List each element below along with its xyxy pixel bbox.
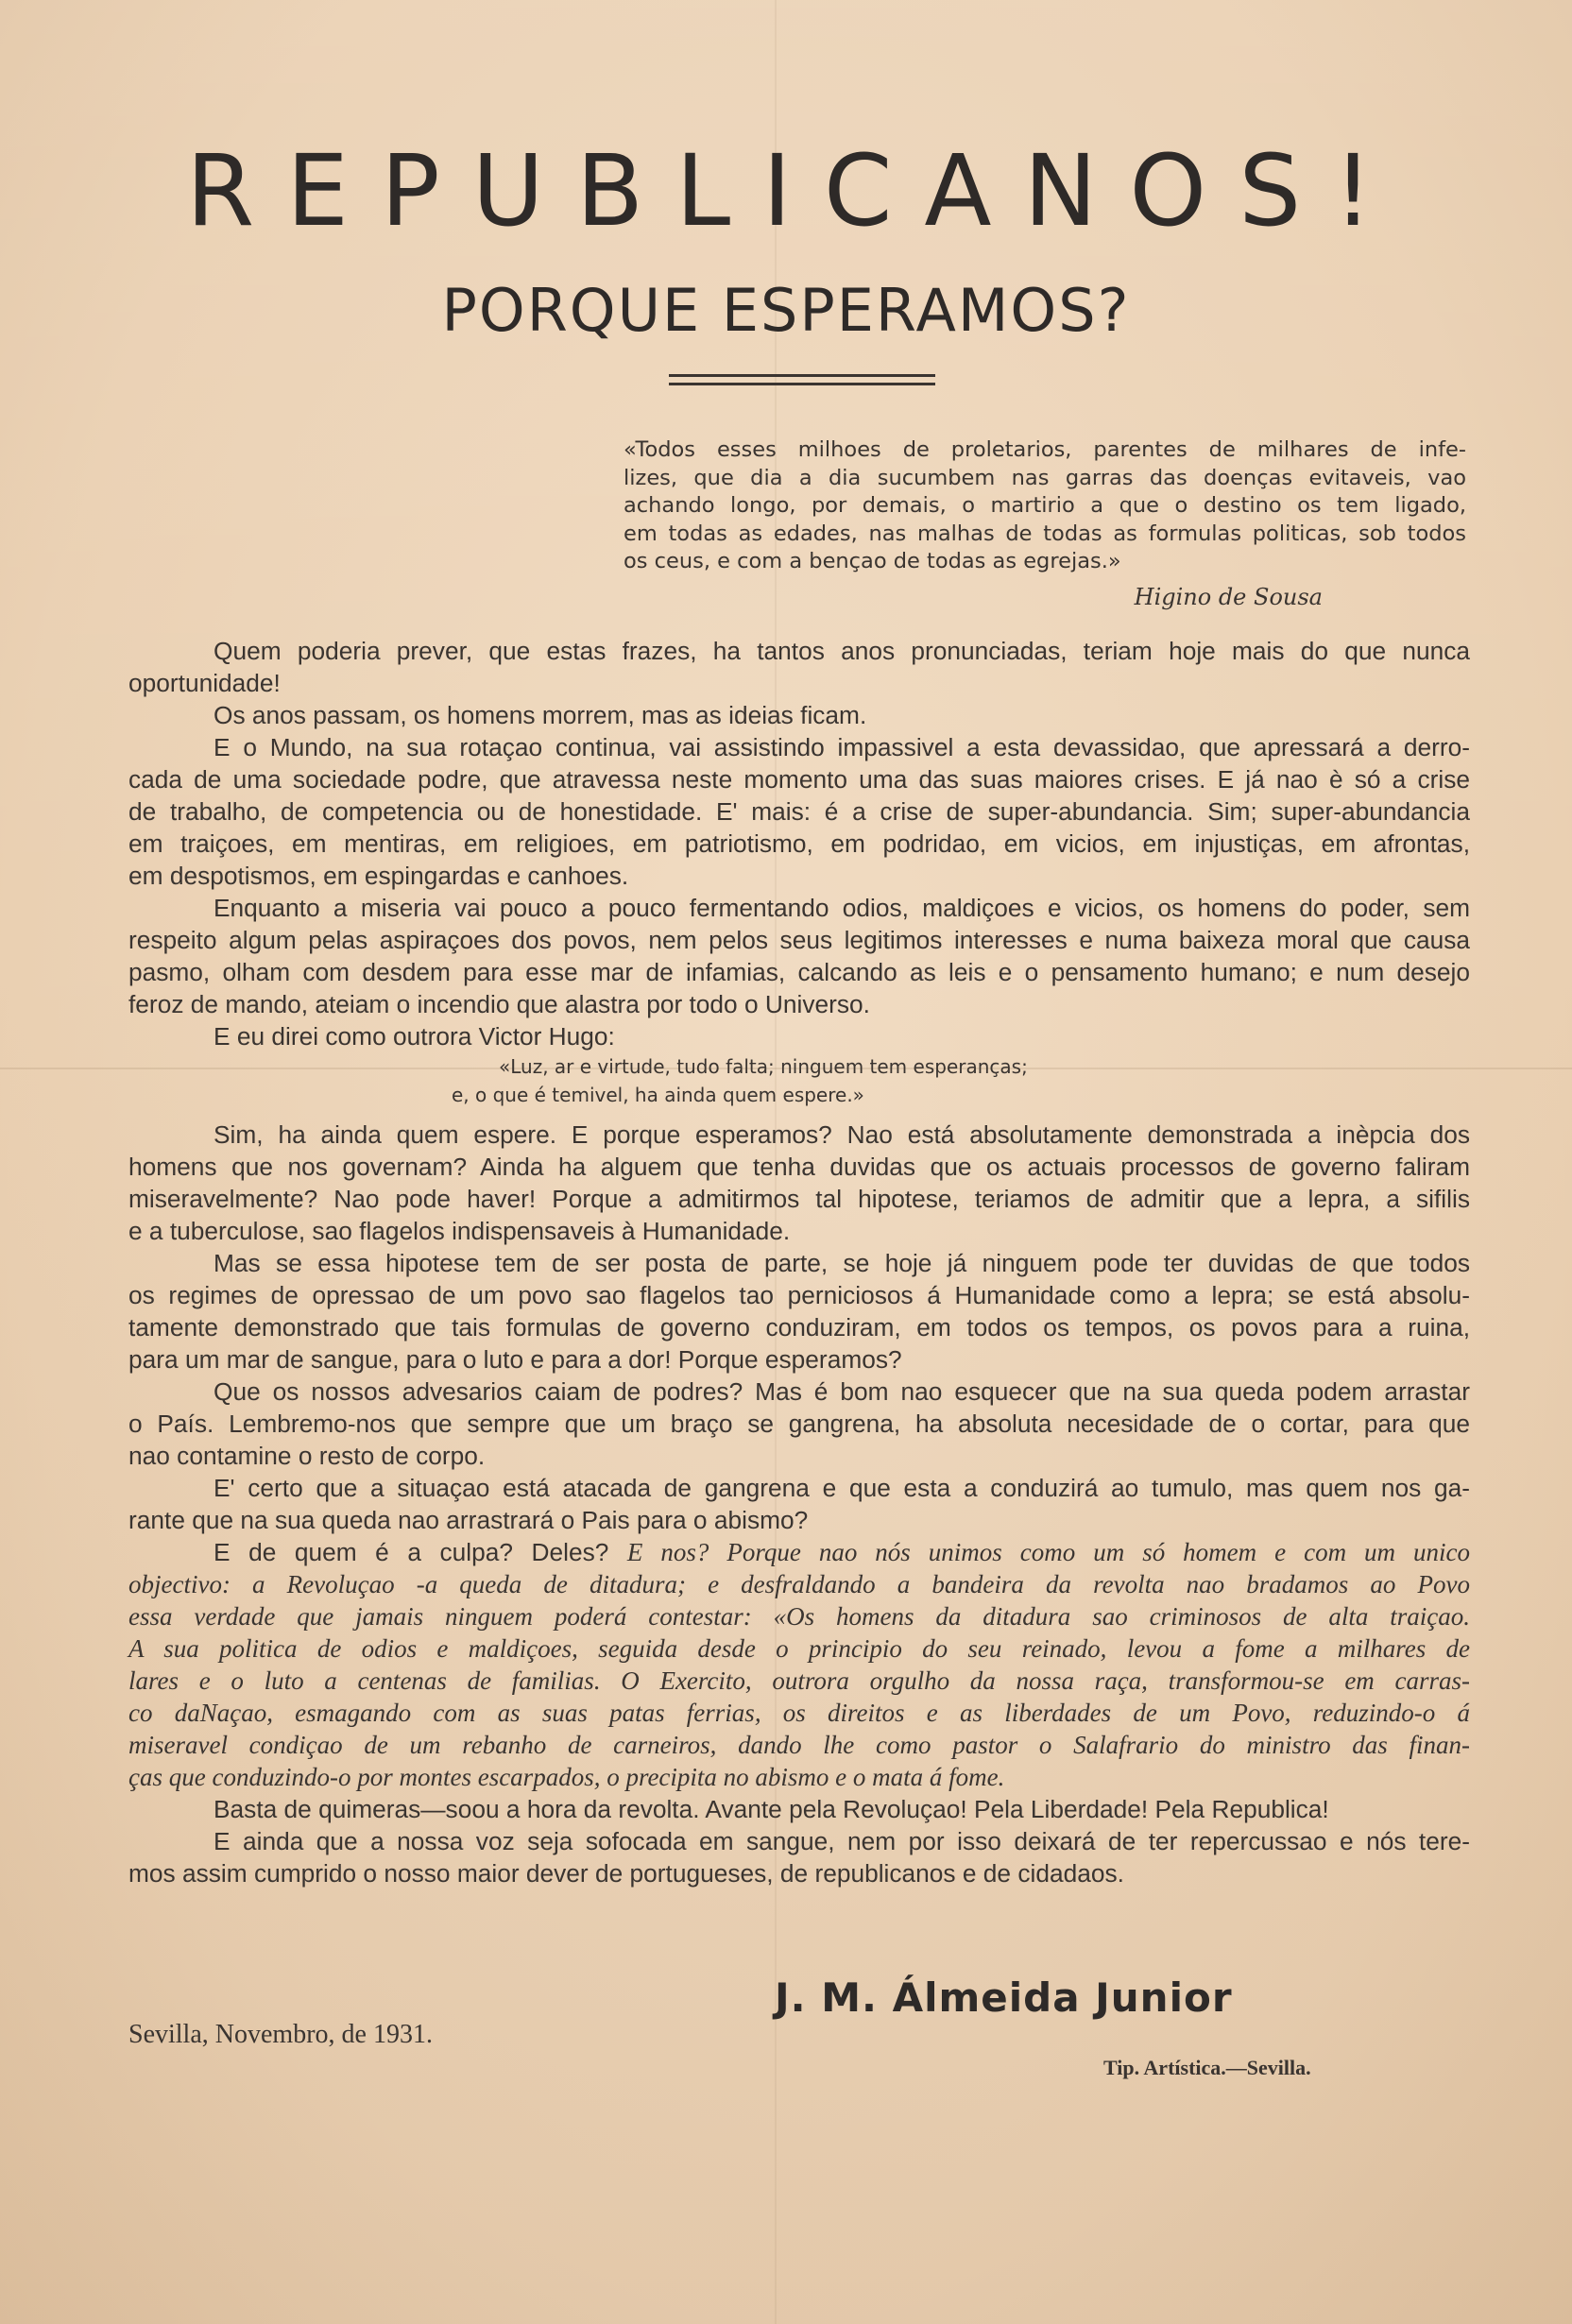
body-line: homens que nos governam? Ainda ha alguem que tenha duvidas que os actuais processos de governo faliram xyxy=(128,1153,1470,1181)
body-line: E ainda que a nossa voz seja sofocada em sangue, nem por isso deixará de ter repercussao e nós tere- xyxy=(214,1827,1470,1855)
body-line: Enquanto a miseria vai pouco a pouco fermentando odios, maldiçoes e vicios, os homens do poder, sem xyxy=(214,894,1470,922)
body-line: feroz de mando, ateiam o incendio que alastra por todo o Universo. xyxy=(128,990,870,1018)
body-line-italic: objectivo: a Revoluçao -a queda de ditadura; e desfraldando a bandeira da revolta nao bradamos ao Povo xyxy=(128,1570,1470,1598)
hugo-quote-line: e, o que é temivel, ha ainda quem espere.» xyxy=(452,1084,864,1106)
body-line: respeito algum pelas aspiraçoes dos povos, nem pelos seus legitimos interesses e numa baixeza moral que causa xyxy=(128,926,1470,954)
headline: REPUBLICANOS! xyxy=(186,133,1405,248)
body-line: mos assim cumprido o nosso maior dever de portugueses, de republicanos e de cidadaos. xyxy=(128,1859,1124,1888)
subheadline: PORQUE ESPERAMOS? xyxy=(441,276,1131,345)
title-rule-bottom xyxy=(669,383,935,385)
body-line: Sim, ha ainda quem espere. E porque esperamos? Nao está absolutamente demonstrada a inèpcia dos xyxy=(214,1120,1470,1149)
epigraph-line: lizes, que dia a dia sucumbem nas garras das doenças evitaveis, vao xyxy=(624,465,1466,490)
title-rule-top xyxy=(669,374,935,377)
signature: J. M. Álmeida Junior xyxy=(775,1974,1233,2021)
body-line-italic: co daNaçao, esmagando com as suas patas ferrias, os direitos e as liberdades de um Povo, reduzindo-o á xyxy=(128,1699,1470,1727)
body-line: rante que na sua queda nao arrastrará o Pais para o abismo? xyxy=(128,1506,809,1534)
body-line: oportunidade! xyxy=(128,669,281,697)
body-line: Que os nossos advesarios caiam de podres? Mas é bom nao esquecer que na sua queda podem arrastar xyxy=(214,1377,1470,1406)
body-line: de trabalho, de competencia ou de honestidade. E' mais: é a crise de super-abundancia. Sim; super-abundancia xyxy=(128,797,1470,826)
printer-imprint: Tip. Artística.—Sevilla. xyxy=(1103,2056,1311,2079)
body-line: E eu direi como outrora Victor Hugo: xyxy=(214,1022,615,1051)
body-line: cada de uma sociedade podre, que atravessa neste momento uma das suas maiores crises. E já nao è só a crise xyxy=(128,765,1470,794)
body-line: o País. Lembremo-nos que sempre que um braço se gangrena, ha absoluta necesidade de o cortar, para que xyxy=(128,1410,1470,1438)
body-line: Os anos passam, os homens morrem, mas as ideias ficam. xyxy=(214,701,867,729)
body-line: Quem poderia prever, que estas frazes, ha tantos anos pronunciadas, teriam hoje mais do que nunca xyxy=(214,637,1470,665)
body-line: e a tuberculose, sao flagelos indispensaveis à Humanidade. xyxy=(128,1217,791,1245)
body-line: E' certo que a situaçao está atacada de gangrena e que esta a conduzirá ao tumulo, mas quem nos ga- xyxy=(214,1474,1470,1502)
epigraph xyxy=(624,436,1466,576)
body-text-italic: E nos? Porque nao nós unimos como um só homem e com um unico xyxy=(626,1538,1471,1566)
body-line-italic: essa verdade que jamais ninguem poderá contestar: «Os homens da ditadura sao criminosos de alta traiçao. xyxy=(128,1602,1470,1631)
body-line: pasmo, olham com desdem para esse mar de infamias, calcando as leis e o pensamento humano; e num desejo xyxy=(128,958,1470,986)
body-line-italic: miseravel condiçao de um rebanho de carneiros, dando lhe como pastor o Salafrario do ministro das finan- xyxy=(128,1731,1470,1759)
body-line: tamente demonstrado que tais formulas de governo conduziram, em todos os tempos, os povos para a ruina, xyxy=(128,1313,1470,1341)
epigraph-line: em todas as edades, nas malhas de todas as formulas politicas, sob todos xyxy=(624,521,1466,546)
body-line: os regimes de opressao de um povo sao flagelos tao perniciosos á Humanidade como a lepra; se está absolu- xyxy=(128,1281,1470,1309)
dateline: Sevilla, Novembro, de 1931. xyxy=(128,2020,433,2049)
body-line-italic: ças que conduzindo-o por montes escarpados, o precipita no abismo e o mata á fome. xyxy=(128,1763,1005,1791)
body-line: E o Mundo, na sua rotaçao continua, vai assistindo impassivel a esta devassidao, que apressará a derro- xyxy=(214,733,1470,761)
body-text-plain: E de quem é a culpa? Deles? xyxy=(214,1538,627,1566)
body-line: miseravelmente? Nao pode haver! Porque a admitirmos tal hipotese, teriamos de admitir que a lepra, a sifilis xyxy=(128,1185,1470,1213)
body-line: para um mar de sangue, para o luto e para a dor! Porque esperamos? xyxy=(128,1345,902,1374)
body-line-italic: lares e o luto a centenas de familias. O Exercito, outrora orgulho da nossa raça, transformou-se em carras- xyxy=(128,1666,1470,1695)
body-line: em traiçoes, em mentiras, em religioes, em patriotismo, em podridao, em vicios, em injustiças, em afrontas, xyxy=(128,829,1470,858)
epigraph-line: achando longo, por demais, o martirio a que o destino os tem ligado, xyxy=(624,493,1466,518)
body-line: em despotismos, em espingardas e canhoes. xyxy=(128,862,629,890)
body-line: nao contamine o resto de corpo. xyxy=(128,1442,486,1470)
body-text xyxy=(128,635,1470,1889)
epigraph-line: os ceus, e com a bençao de todas as egrejas.» xyxy=(624,549,1121,573)
epigraph-line: «Todos esses milhoes de proletarios, parentes de milhares de infe- xyxy=(624,437,1466,462)
body-line-italic: A sua politica de odios e maldiçoes, seguida desde o principio do seu reinado, levou a fome a milhares de xyxy=(128,1634,1470,1663)
body-line: Mas se essa hipotese tem de ser posta de parte, se hoje já ninguem pode ter duvidas de que todos xyxy=(214,1249,1470,1277)
body-line-mixed xyxy=(128,1536,1470,1568)
epigraph-author: Higino de Sousa xyxy=(1134,584,1323,610)
body-line: Basta de quimeras—soou a hora da revolta. Avante pela Revoluçao! Pela Liberdade! Pela Republica! xyxy=(214,1795,1329,1823)
hugo-quote-line: «Luz, ar e virtude, tudo falta; ninguem tem esperanças; xyxy=(499,1055,1028,1078)
